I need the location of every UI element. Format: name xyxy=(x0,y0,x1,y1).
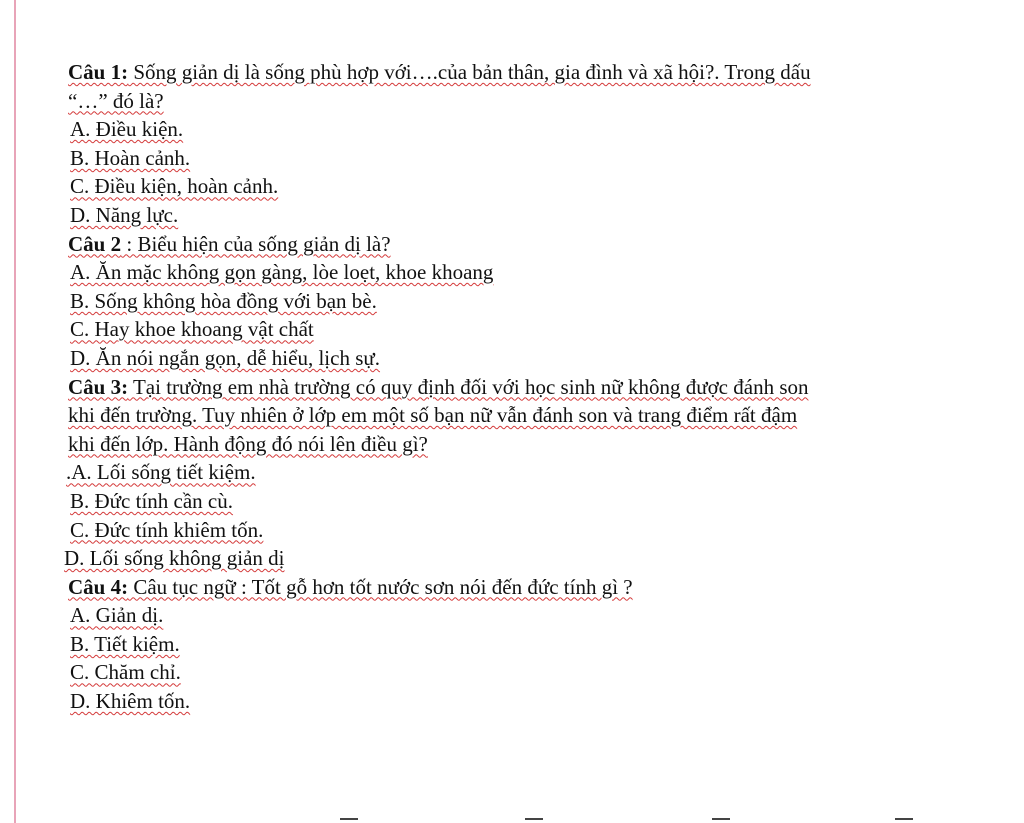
question-1-line-2 xyxy=(60,87,980,116)
question-3-stem-cont: khi đến trường. Tuy nhiên ở lớp em một số bạn nữ vẫn đánh son và trang điểm rất đậm xyxy=(68,403,798,428)
question-4-option-d: D. Khiêm tốn. xyxy=(70,689,191,714)
question-3-stem: Tại trường em nhà trường có quy định đối với học sinh nữ không được đánh son xyxy=(128,374,809,399)
document-page xyxy=(60,58,980,716)
partial-glyph-mark xyxy=(712,818,730,820)
question-3-line-1 xyxy=(60,373,980,402)
page-margin-line xyxy=(14,0,16,823)
cut-off-next-line xyxy=(0,812,1024,823)
question-3-line-2 xyxy=(60,401,980,430)
question-3-label: Câu 3: xyxy=(68,374,129,399)
question-3-stem-cont2: khi đến lớp. Hành động đó nói lên điều gì? xyxy=(68,431,428,456)
question-2-option-d: D. Ăn nói ngắn gọn, dễ hiểu, lịch sự. xyxy=(70,345,381,370)
question-1-label: Câu 1: xyxy=(68,60,129,84)
question-3-option-b: B. Đức tính cần cù. xyxy=(70,488,234,513)
question-1-option-a: A. Điều kiện. xyxy=(70,117,184,142)
question-4-stem: Câu tục ngữ : Tốt gỗ hơn tốt nước sơn nói đến đức tính gì ? xyxy=(128,574,633,599)
question-4-option-b: B. Tiết kiệm. xyxy=(70,631,180,656)
question-1-stem-cont: “…” đó là? xyxy=(68,88,164,113)
question-2-option-b: B. Sống không hòa đồng với bạn bè. xyxy=(70,288,377,313)
question-2-option-c: C. Hay khoe khoang vật chất xyxy=(70,317,314,342)
partial-glyph-mark xyxy=(340,818,358,820)
question-2-line-1 xyxy=(60,230,980,259)
question-3-option-d: D. Lối sống không giản dị xyxy=(64,546,285,571)
question-3-option-c: C. Đức tính khiêm tốn. xyxy=(70,517,264,542)
partial-glyph-mark xyxy=(895,818,913,820)
question-2-label: Câu 2 xyxy=(68,231,122,256)
question-2-option-a: A. Ăn mặc không gọn gàng, lòe loẹt, khoe khoang xyxy=(70,260,494,285)
question-4-label: Câu 4: xyxy=(68,574,129,599)
question-3-option-a: .A. Lối sống tiết kiệm. xyxy=(66,460,256,485)
question-4-line-1 xyxy=(60,573,980,602)
partial-glyph-mark xyxy=(525,818,543,820)
question-1-option-c: C. Điều kiện, hoàn cảnh. xyxy=(70,174,279,199)
question-4-option-c: C. Chăm chỉ. xyxy=(70,660,181,685)
question-1-line-1 xyxy=(60,58,980,87)
question-1-option-b: B. Hoàn cảnh. xyxy=(70,145,191,170)
question-2-stem: : Biểu hiện của sống giản dị là? xyxy=(121,231,391,256)
question-3-line-3 xyxy=(60,430,980,459)
question-4-option-a: A. Giản dị. xyxy=(70,603,164,628)
question-1-option-d: D. Năng lực. xyxy=(70,202,179,227)
question-1-stem: Sống giản dị là sống phù hợp với….của bản thân, gia đình và xã hội?. Trong dấu xyxy=(128,60,811,84)
